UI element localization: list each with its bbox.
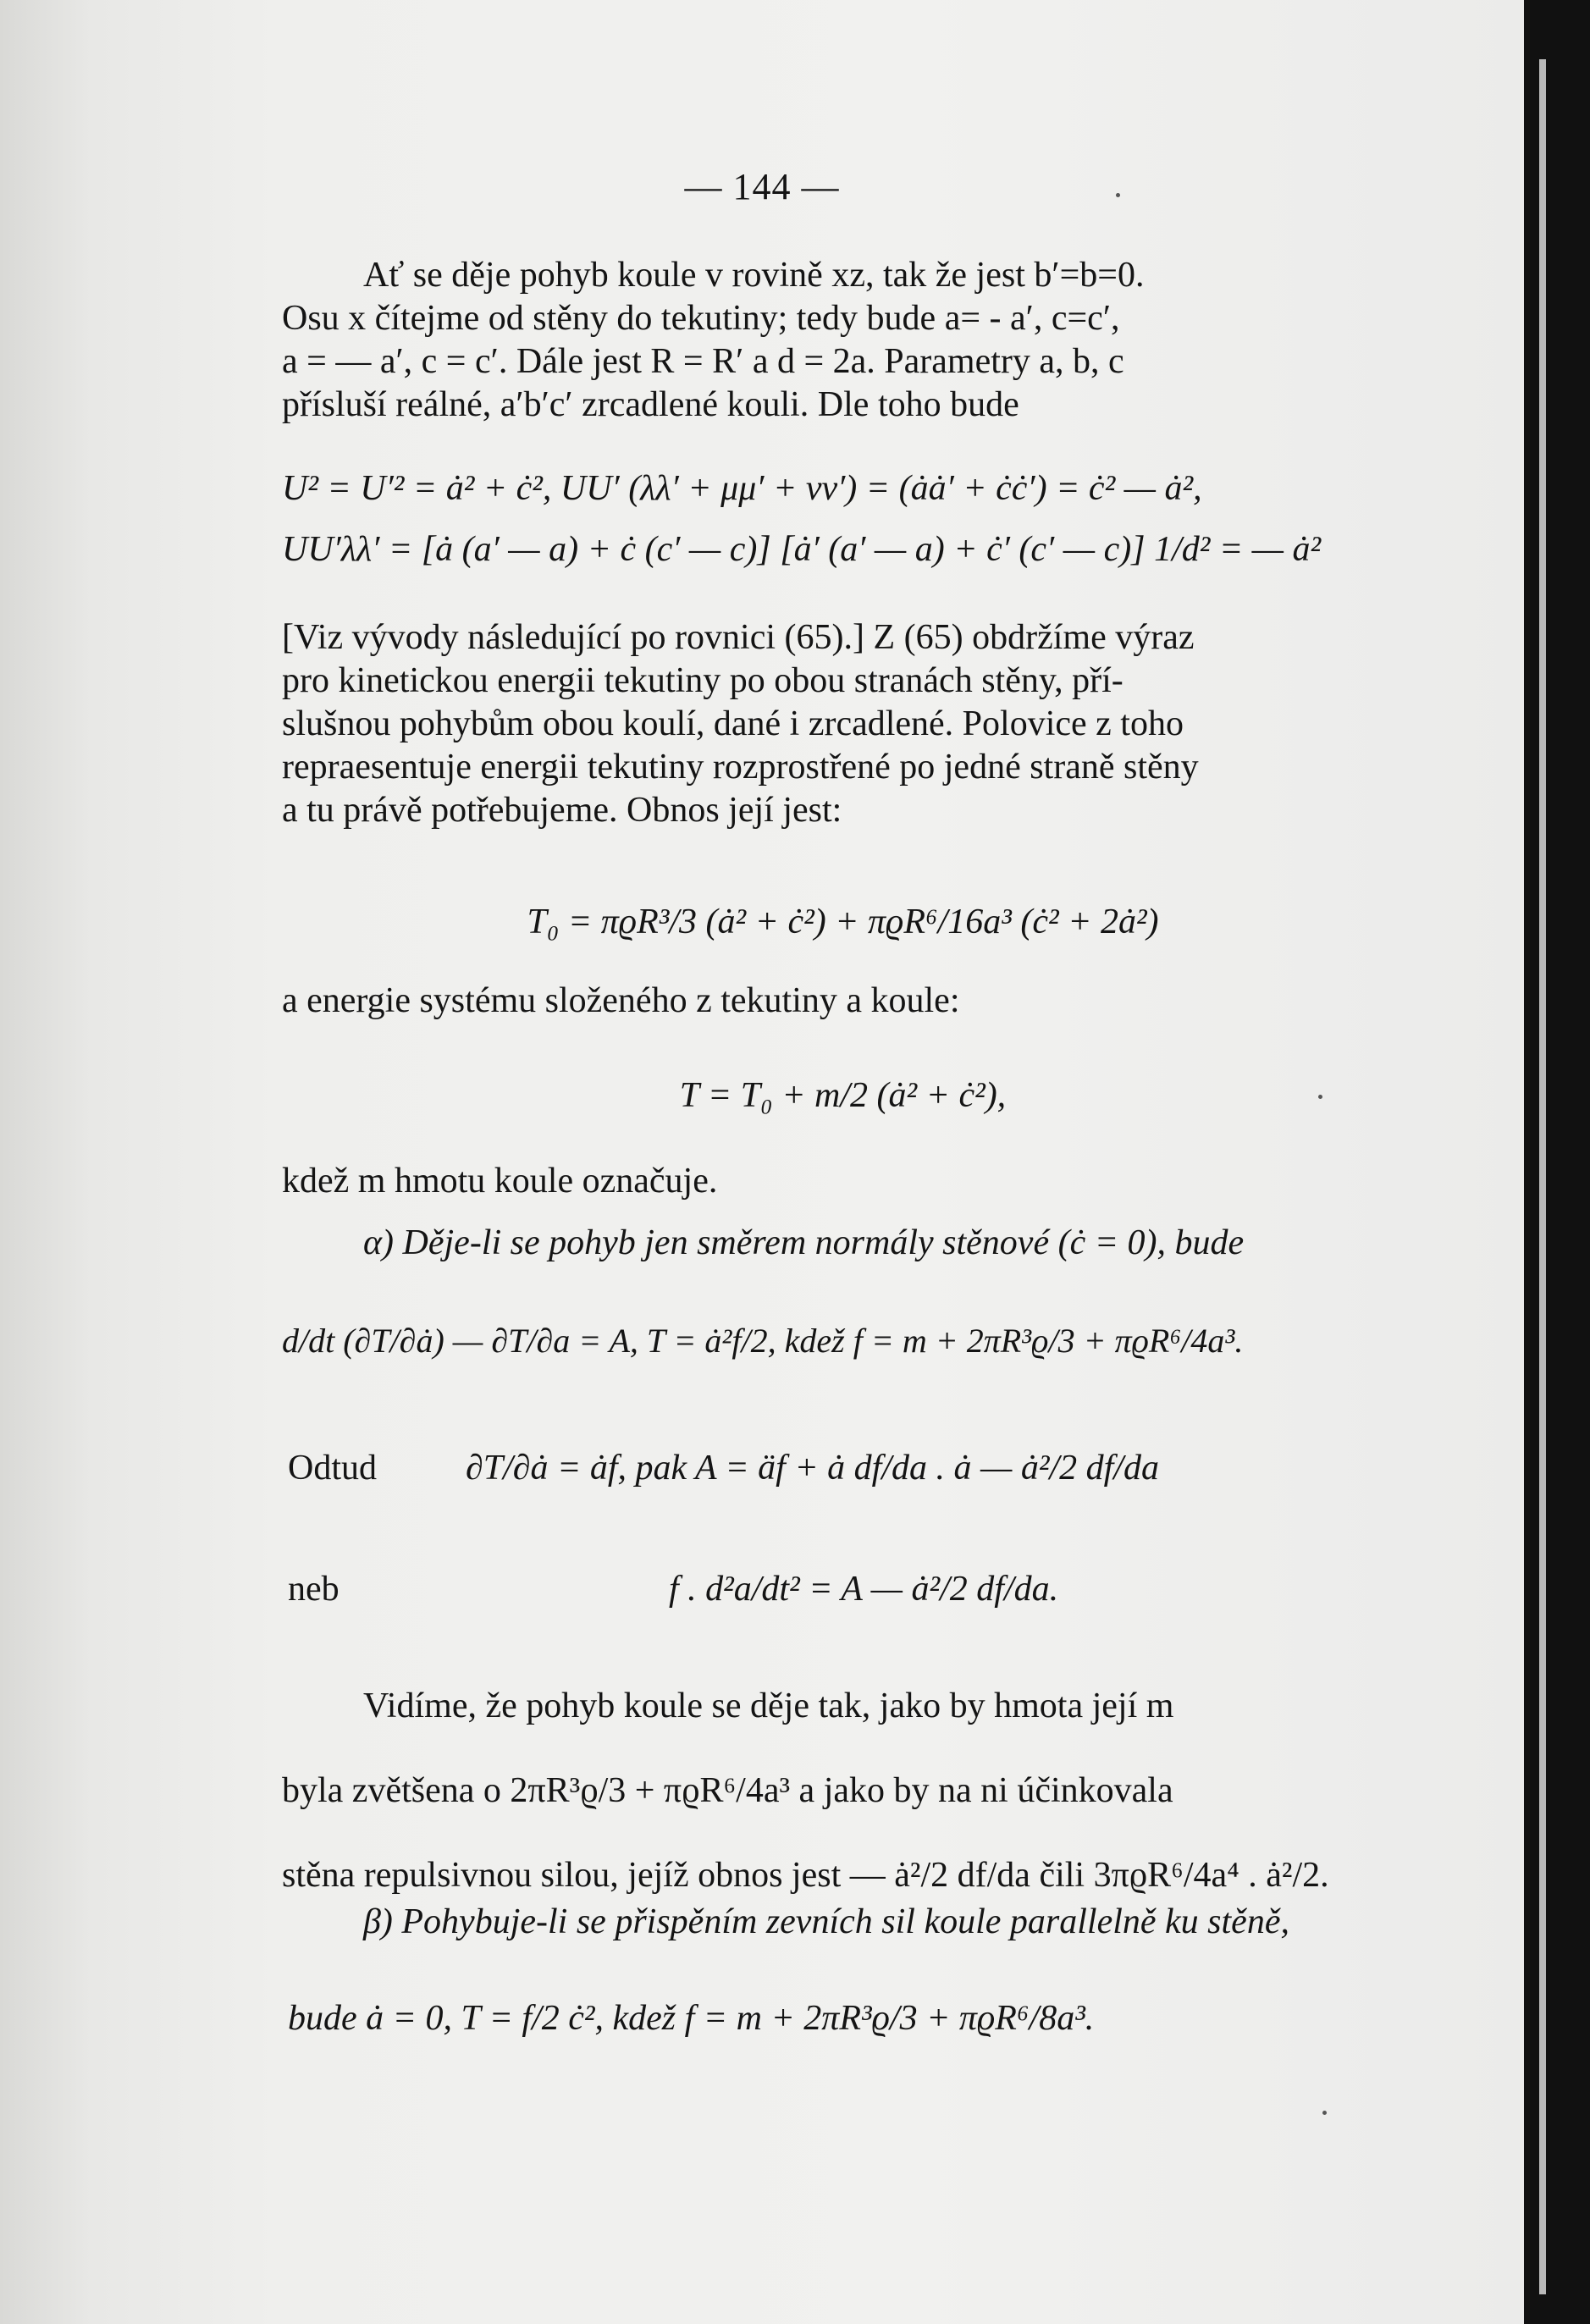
- middle-paragraph: [282, 616, 1404, 832]
- equation-odtud: ∂T/∂ȧ = ȧf, pak A = äf + ȧ df/da . ȧ — ȧ²/2 df/da: [466, 1449, 1159, 1488]
- text-line: a energie systému složeného z tekutiny a koule:: [282, 981, 960, 1020]
- energy-line: [282, 980, 1404, 1023]
- text-line: přísluší reálné, a′b′c′ zrcadlené kouli. Dle toho bude: [282, 385, 1019, 424]
- print-speck: [1318, 1095, 1322, 1099]
- equation-fluid-energy: T₀ = πϱR³/3 (ȧ² + ċ²) + πϱR⁶/16a³ (ċ² + 2ȧ²): [527, 903, 1159, 941]
- print-speck: [1116, 193, 1120, 197]
- print-speck: [1322, 2111, 1327, 2115]
- text-line: a tu právě potřebujeme. Obnos její jest:: [282, 791, 842, 830]
- odtud-label: Odtud: [288, 1449, 377, 1488]
- text-line: Osu x čítejme od stěny do tekutiny; tedy bude a= - a′, c=c′,: [282, 299, 1120, 338]
- beta-heading: [282, 1901, 1404, 1944]
- alpha-heading: [282, 1222, 1404, 1265]
- neb-label: neb: [288, 1570, 340, 1609]
- text-line: stěna repulsivnou silou, jejíž obnos jest — ȧ²/2 df/da čili 3πϱR⁶/4a⁴ . ȧ²/2.: [282, 1856, 1329, 1895]
- conclusion-paragraph: [282, 1664, 1404, 1918]
- text-line: slušnou pohybům obou koulí, dané i zrcadlené. Polovice z toho: [282, 704, 1184, 743]
- equation-total-energy: T = T₀ + m/2 (ȧ² + ċ²),: [679, 1076, 1007, 1115]
- text-line: β) Pohybuje-li se přispěním zevních sil koule parallelně ku stěně,: [363, 1902, 1289, 1941]
- text-line: Ať se děje pohyb koule v rovině xz, tak že jest b′=b=0.: [363, 256, 1145, 295]
- equation-velocity-squares: U² = U′² = ȧ² + ċ², UU′ (λλ′ + μμ′ + νν′) = (ȧȧ′ + ċċ′) = ċ² — ȧ²,: [282, 469, 1202, 508]
- scan-border: [1524, 0, 1590, 2324]
- text-line: a = — a′, c = c′. Dále jest R = R′ a d = 2a. Parametry a, b, c: [282, 342, 1124, 381]
- text-line: Vidíme, že pohyb koule se děje tak, jako by hmota její m: [363, 1686, 1174, 1725]
- intro-paragraph: [282, 254, 1404, 427]
- equation-direction-product: UU′λλ′ = [ȧ (a′ — a) + ċ (c′ — c)] [ȧ′ (a′ — a) + ċ′ (c′ — c)] 1/d² = — ȧ²: [282, 530, 1322, 569]
- text-line: byla zvětšena o 2πR³ϱ/3 + πϱR⁶/4a³ a jako by na ni účinkovala: [282, 1771, 1173, 1810]
- text-line: repraesentuje energii tekutiny rozprostřené po jedné straně stěny: [282, 748, 1199, 787]
- page-number: — 144 —: [684, 166, 840, 207]
- text-line: α) Děje-li se pohyb jen směrem normály stěnové (ċ = 0), bude: [363, 1223, 1245, 1262]
- equation-beta-motion: bude ȧ = 0, T = f/2 ċ², kdež f = m + 2πR³ϱ/3 + πϱR⁶/8a³.: [288, 1999, 1095, 2038]
- text-line: kdež m hmotu koule označuje.: [282, 1162, 718, 1201]
- text-line: pro kinetickou energii tekutiny po obou stranách stěny, pří-: [282, 661, 1123, 700]
- mass-line: [282, 1160, 1404, 1203]
- equation-alpha-motion: d/dt (∂T/∂ȧ) — ∂T/∂a = A, T = ȧ²f/2, kdež f = m + 2πR³ϱ/3 + πϱR⁶/4a³.: [282, 1322, 1244, 1360]
- text-line: [Viz vývody následující po rovnici (65).] Z (65) obdržíme výraz: [282, 618, 1195, 657]
- equation-neb: f . d²a/dt² = A — ȧ²/2 df/da.: [669, 1570, 1059, 1609]
- adjacent-page-edge: [1539, 59, 1546, 2294]
